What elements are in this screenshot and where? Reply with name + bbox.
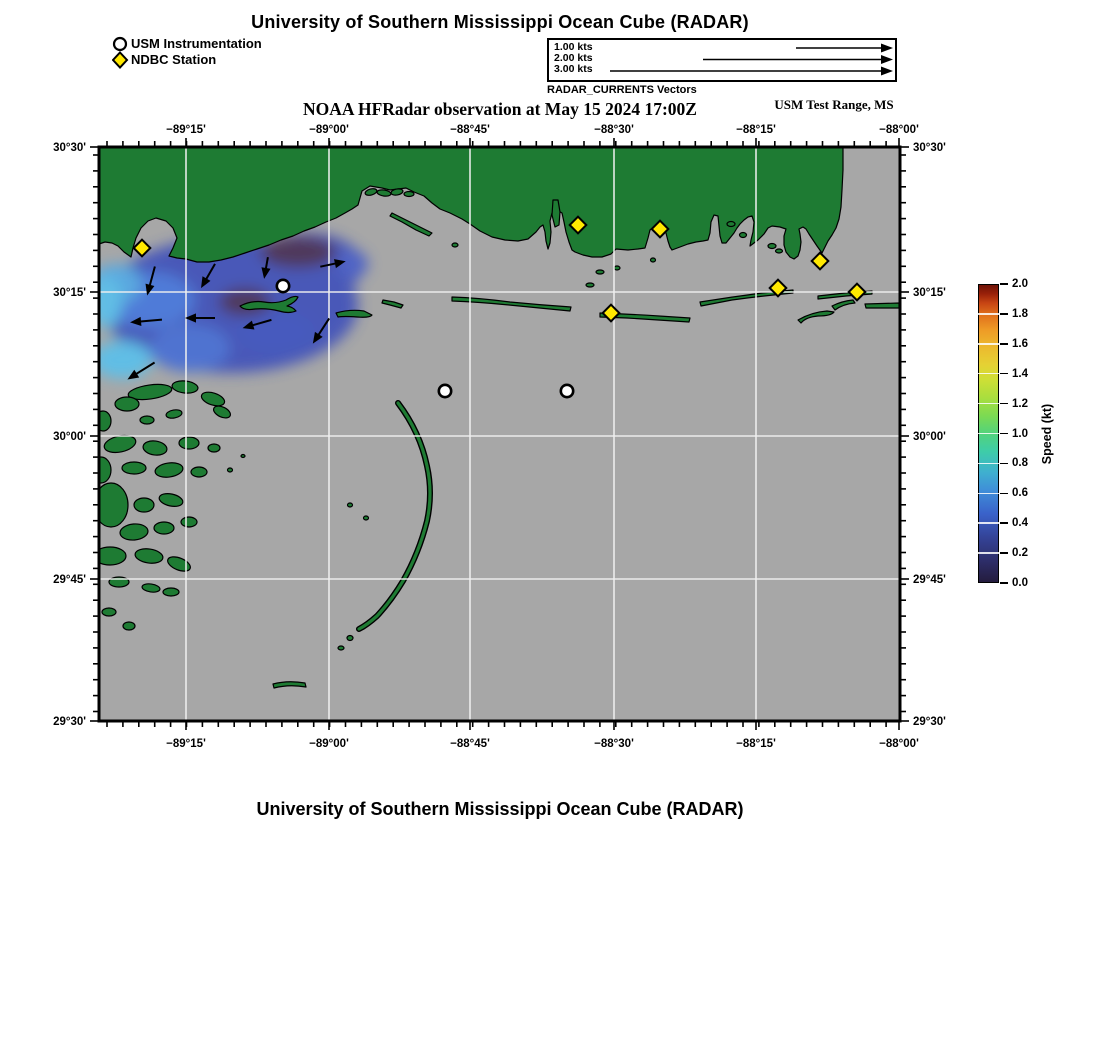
svg-text:30°30': 30°30': [53, 142, 86, 154]
colorbar-separator: [978, 343, 999, 345]
svg-text:30°15': 30°15': [53, 287, 86, 299]
footer-title: University of Southern Mississippi Ocean Cube (RADAR): [256, 799, 744, 819]
colorbar-separator: [978, 463, 999, 465]
svg-text:−89°15': −89°15': [166, 124, 206, 136]
svg-text:30°15': 30°15': [913, 287, 946, 299]
svg-text:−88°45': −88°45': [450, 124, 490, 136]
colorbar-tick-label: 0.2: [1012, 547, 1028, 560]
svg-text:−88°15': −88°15': [736, 738, 776, 750]
usm-instrumentation-marker: [439, 385, 451, 397]
svg-text:29°45': 29°45': [53, 574, 86, 586]
scale-row-1-label: 1.00 kts: [554, 41, 593, 53]
colorbar-tick-label: 0.6: [1012, 487, 1028, 500]
svg-text:−88°45': −88°45': [450, 738, 490, 750]
colorbar-tick-label: 0.4: [1012, 517, 1028, 530]
usm-instrumentation-marker: [277, 280, 289, 292]
vector-scale-caption: RADAR_CURRENTS Vectors: [547, 84, 697, 96]
svg-text:30°00': 30°00': [913, 431, 946, 443]
colorbar-tick-label: 1.8: [1012, 307, 1028, 320]
svg-text:−88°15': −88°15': [736, 124, 776, 136]
colorbar-tick: [1000, 493, 1008, 495]
colorbar-tick: [1000, 343, 1008, 345]
observation-subtitle: NOAA HFRadar observation at May 15 2024 17:00Z: [303, 99, 697, 119]
svg-text:−89°00': −89°00': [309, 738, 349, 750]
svg-text:−88°30': −88°30': [594, 124, 634, 136]
colorbar-tick-label: 2.0: [1012, 278, 1028, 290]
scale-row-2-label: 2.00 kts: [554, 52, 593, 64]
colorbar-separator: [978, 433, 999, 435]
colorbar-tick: [1000, 522, 1008, 524]
colorbar-tick-label: 1.6: [1012, 337, 1028, 350]
colorbar-tick: [1000, 582, 1008, 584]
colorbar-separator: [978, 552, 999, 554]
legend-ndbc-label: NDBC Station: [131, 52, 217, 67]
colorbar-separator: [978, 313, 999, 315]
usm-instrumentation-marker: [561, 385, 573, 397]
colorbar-tick: [1000, 463, 1008, 465]
colorbar-tick: [1000, 403, 1008, 405]
svg-text:29°45': 29°45': [913, 574, 946, 586]
colorbar-tick-label: 0.8: [1012, 457, 1028, 470]
svg-text:29°30': 29°30': [913, 716, 946, 728]
colorbar-tick: [1000, 283, 1008, 285]
colorbar-separator: [978, 373, 999, 375]
svg-text:30°30': 30°30': [913, 142, 946, 154]
svg-text:−88°00': −88°00': [879, 124, 919, 136]
colorbar-tick: [1000, 433, 1008, 435]
scale-row-3-label: 3.00 kts: [554, 63, 593, 75]
dauphin-island: [865, 303, 899, 308]
colorbar-separator: [978, 403, 999, 405]
colorbar-separator: [978, 522, 999, 524]
colorbar-tick-label: 0.0: [1012, 577, 1028, 589]
colorbar-tick: [1000, 313, 1008, 315]
svg-text:30°00': 30°00': [53, 431, 86, 443]
test-range-label: USM Test Range, MS: [774, 97, 894, 112]
colorbar-tick: [1000, 373, 1008, 375]
legend-usm-label: USM Instrumentation: [131, 36, 262, 51]
svg-text:29°30': 29°30': [53, 716, 86, 728]
svg-text:−89°15': −89°15': [166, 738, 206, 750]
colorbar-tick-label: 1.4: [1012, 367, 1028, 380]
svg-text:−89°00': −89°00': [309, 124, 349, 136]
colorbar-tick-label: 1.0: [1012, 427, 1028, 440]
colorbar-tick: [1000, 552, 1008, 554]
svg-text:−88°00': −88°00': [879, 738, 919, 750]
colorbar-separator: [978, 493, 999, 495]
colorbar-axis-label: Speed (kt): [1040, 403, 1054, 465]
svg-text:−88°30': −88°30': [594, 738, 634, 750]
colorbar-tick-label: 1.2: [1012, 397, 1028, 410]
page-title: University of Southern Mississippi Ocean Cube (RADAR): [251, 12, 749, 32]
